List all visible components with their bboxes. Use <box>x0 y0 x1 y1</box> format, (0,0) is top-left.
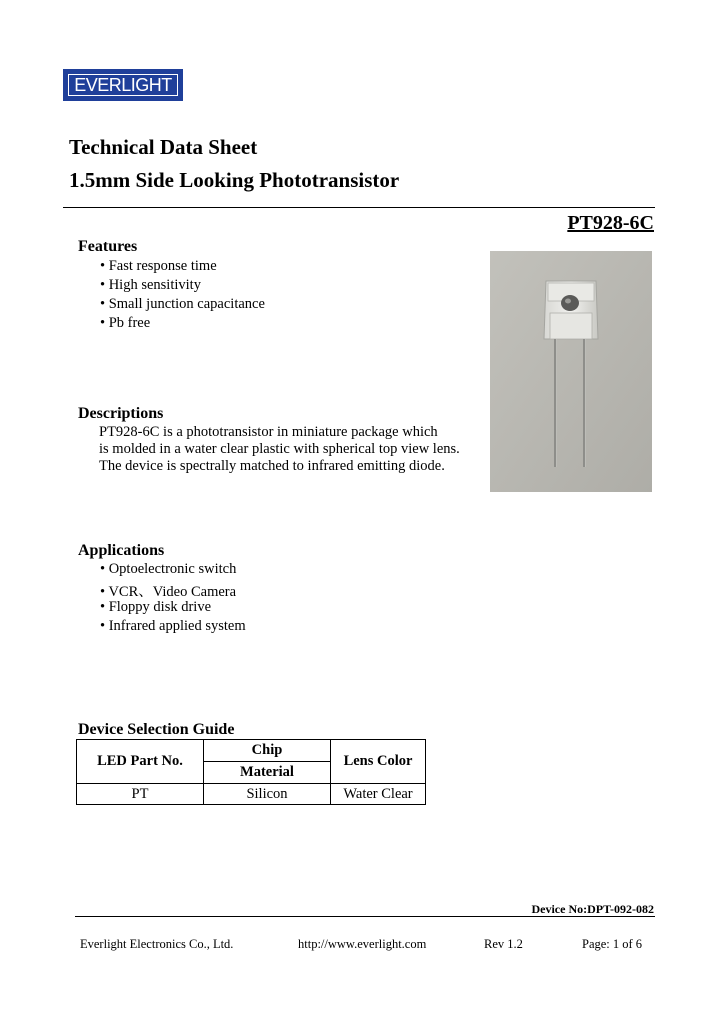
everlight-logo <box>63 69 183 101</box>
descriptions-heading: Descriptions <box>78 405 164 422</box>
selection-guide-heading: Device Selection Guide <box>78 721 235 738</box>
device-number: Device No:DPT-092-082 <box>531 902 654 916</box>
part-number: PT928-6C <box>567 212 654 234</box>
description-line: The device is spectrally matched to infrared emitting diode. <box>99 458 445 474</box>
product-title: 1.5mm Side Looking Phototransistor <box>69 168 400 192</box>
feature-item: • Pb free <box>100 315 151 331</box>
document-title: Technical Data Sheet <box>69 135 258 159</box>
header-divider <box>63 207 655 208</box>
phototransistor-image <box>490 251 652 492</box>
cell-led: PT <box>77 784 204 805</box>
footer-company: Everlight Electronics Co., Ltd. <box>80 937 234 951</box>
header-led-part-no: LED Part No. <box>77 740 204 784</box>
application-item: • VCR、Video Camera <box>100 584 237 600</box>
header-material: Material <box>204 762 331 784</box>
header-lens-color: Lens Color <box>331 740 426 784</box>
product-photo <box>490 251 652 492</box>
footer-url[interactable]: http://www.everlight.com <box>298 937 427 951</box>
feature-item: • Small junction capacitance <box>100 296 265 312</box>
applications-heading: Applications <box>78 542 165 559</box>
cell-lens: Water Clear <box>331 784 426 805</box>
footer-page-number: Page: 1 of 6 <box>582 937 643 951</box>
header-chip: Chip <box>204 740 331 762</box>
device-selection-table <box>76 739 426 805</box>
feature-item: • Fast response time <box>100 258 217 274</box>
description-line: PT928-6C is a phototransistor in miniature package which <box>99 424 438 440</box>
description-line: is molded in a water clear plastic with spherical top view lens. <box>99 441 460 457</box>
application-item: • Optoelectronic switch <box>100 561 237 577</box>
feature-item: • High sensitivity <box>100 277 201 293</box>
footer-revision: Rev 1.2 <box>484 937 523 951</box>
application-item: • Floppy disk drive <box>100 599 212 615</box>
footer-divider <box>75 916 655 917</box>
table-row <box>77 784 426 805</box>
application-item: • Infrared applied system <box>100 618 246 634</box>
cell-material: Silicon <box>204 784 331 805</box>
features-heading: Features <box>78 238 138 255</box>
logo-text: EVERLIGHT <box>74 74 172 95</box>
